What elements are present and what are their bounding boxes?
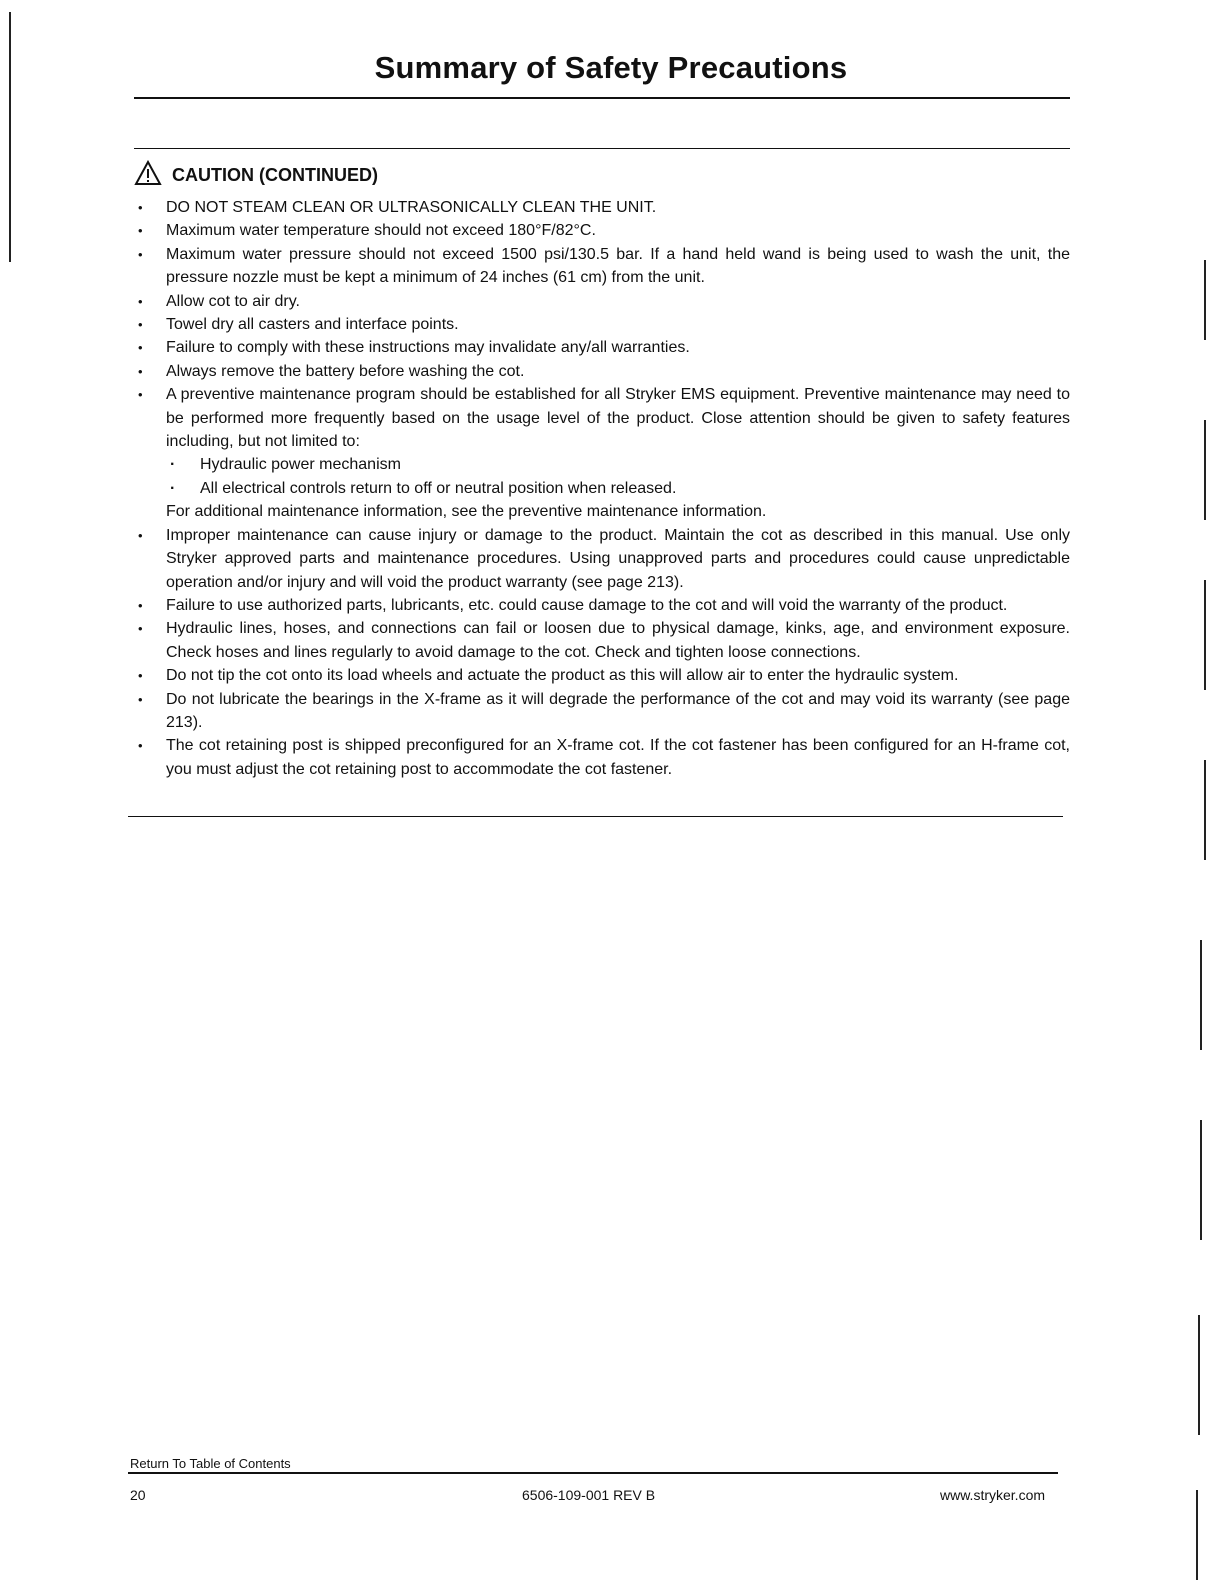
scan-mark [1204, 260, 1206, 340]
list-item: • Hydraulic lines, hoses, and connections can fail or loosen due to physical damage, kinks, age, and environment exposure. Check hoses and lines regularly to avoid damage to the cot. Check and tighten loose connections. [128, 617, 1070, 664]
caution-list [128, 196, 1070, 781]
section-top-rule [134, 148, 1070, 149]
scan-mark [1198, 1315, 1200, 1435]
caution-heading-label: CAUTION (CONTINUED) [172, 165, 378, 185]
list-item: • Failure to use authorized parts, lubricants, etc. could cause damage to the cot and will void the warranty of the product. [128, 594, 1070, 617]
scan-mark [9, 12, 11, 262]
sub-list-item: · Hydraulic power mechanism [166, 453, 1070, 476]
list-item-maintenance [128, 383, 1070, 523]
page-title: Summary of Safety Precautions [374, 50, 848, 85]
list-item: • DO NOT STEAM CLEAN OR ULTRASONICALLY CLEAN THE UNIT. [128, 196, 1070, 219]
scan-mark [1196, 1490, 1198, 1580]
list-item: • Do not tip the cot onto its load wheels and actuate the product as this will allow air to enter the hydraulic system. [128, 664, 1070, 687]
sub-list [166, 453, 1070, 500]
list-item: • Improper maintenance can cause injury or damage to the product. Maintain the cot as described in this manual. Use only Stryker approved parts and maintenance procedures. Using unapproved parts and procedures could cause unpredictable operation and/or injury and will void the product warranty (see page 213). [128, 524, 1070, 594]
scan-mark [1200, 1120, 1202, 1240]
followup-text: For additional maintenance information, see the preventive maintenance information. [166, 503, 767, 521]
list-item: • The cot retaining post is shipped preconfigured for an X-frame cot. If the cot fastener has been configured for an H-frame cot, you must adjust the cot retaining post to accommodate the cot fastener. [128, 734, 1070, 781]
page-number: 20 [130, 1487, 146, 1503]
scan-mark [1204, 580, 1206, 690]
list-item: • Allow cot to air dry. [128, 290, 1070, 313]
scan-mark [1200, 940, 1202, 1050]
list-item: • Do not lubricate the bearings in the X-frame as it will degrade the performance of the cot and may void its warranty (see page 213). [128, 688, 1070, 735]
warning-triangle-icon [134, 160, 162, 191]
title-rule [134, 97, 1070, 99]
scan-mark [1204, 760, 1206, 860]
caution-heading [134, 160, 378, 191]
list-item: • Towel dry all casters and interface points. [128, 313, 1070, 336]
section-bottom-rule [128, 816, 1063, 817]
document-number: 6506-109-001 REV B [522, 1487, 656, 1503]
sub-list-item: · All electrical controls return to off or neutral position when released. [166, 477, 1070, 500]
footer-rule [128, 1472, 1058, 1474]
list-item: • Failure to comply with these instructions may invalidate any/all warranties. [128, 336, 1070, 359]
list-item-text: A preventive maintenance program should be established for all Stryker EMS equipment. Preventive maintenance may need to be performed more frequently based on the usage level of the product. Close attention should be given to safety features including, but not limited to: [166, 386, 1070, 451]
return-to-toc-link[interactable]: Return To Table of Contents [130, 1456, 291, 1471]
list-item: • Maximum water pressure should not exceed 1500 psi/130.5 bar. If a hand held wand is being used to wash the unit, the pressure nozzle must be kept a minimum of 24 inches (61 cm) from the unit. [128, 243, 1070, 290]
website-url: www.stryker.com [940, 1487, 1046, 1503]
list-item: • Maximum water temperature should not exceed 180°F/82°C. [128, 219, 1070, 242]
scan-mark [1204, 420, 1206, 520]
list-item: • Always remove the battery before washing the cot. [128, 360, 1070, 383]
